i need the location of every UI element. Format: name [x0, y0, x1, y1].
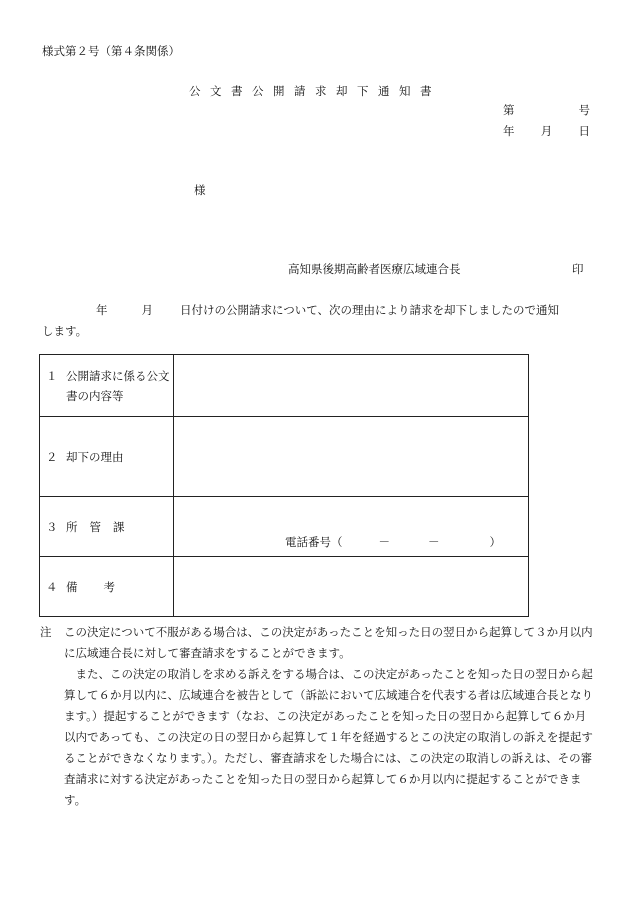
phone-line [285, 534, 501, 550]
date-month: 月 [540, 124, 553, 138]
note-mark: 注 [40, 625, 52, 639]
number-prefix: 第 [503, 103, 515, 117]
row-number: ２ [46, 449, 58, 464]
phone-dash-2: － [428, 535, 440, 549]
table-row [40, 417, 529, 497]
row-label: 却下の理由 [66, 449, 124, 464]
table-row [40, 557, 529, 617]
addressee-suffix: 様 [194, 183, 206, 197]
document-date-line [503, 124, 590, 139]
info-table [39, 354, 529, 617]
note-paragraph-1: この決定について不服がある場合は、この決定があったことを知った日の翌日から起算して３か月以内に広域連合長に対して審査請求をすることができます。 [64, 625, 593, 660]
phone-label: 電話番号（ [285, 535, 343, 549]
phone-dash-1: － [378, 535, 390, 549]
row-label: 備考 [66, 579, 141, 594]
table-row [40, 497, 529, 557]
date-day: 日 [578, 124, 590, 138]
number-suffix: 号 [578, 103, 590, 117]
form-number: 様式第２号（第４条関係） [42, 44, 180, 58]
row-label: 公開請求に係る公文書の内容等 [66, 368, 170, 403]
table-label-cell [40, 497, 174, 557]
sender-name: 高知県後期高齢者医療広域連合長 [288, 262, 461, 276]
seal-mark: 印 [572, 262, 584, 276]
intro-year: 年 [96, 303, 108, 317]
document-title: 公文書公開請求却下通知書 [189, 84, 441, 98]
table-label-cell [40, 557, 174, 617]
document-number-line [503, 103, 590, 118]
intro-text-line1: 日付けの公開請求について、次の理由により請求を却下しましたので通知 [180, 303, 560, 317]
intro-month: 月 [141, 303, 153, 317]
table-value-cell [174, 557, 529, 617]
table-value-cell [174, 355, 529, 417]
table-value-cell [174, 497, 529, 557]
row-number: １ [46, 368, 58, 383]
intro-text-line2: します。 [42, 324, 88, 338]
row-number: ４ [46, 579, 58, 594]
notes-section [40, 622, 595, 811]
table-label-cell [40, 355, 174, 417]
phone-close: ） [489, 535, 501, 549]
table-value-cell [174, 417, 529, 497]
row-label: 所管課 [66, 519, 137, 534]
table-row [40, 355, 529, 417]
table-label-cell [40, 417, 174, 497]
row-number: ３ [46, 519, 58, 534]
intro-paragraph [42, 300, 590, 342]
date-year: 年 [503, 124, 515, 138]
note-paragraph-2: また、この決定の取消しを求める訴えをする場合は、この決定があったことを知った日の翌日から起算して６か月以内に、広域連合を被告として（訴訟において広域連合を代表する者は広域連合長となります。）提起することができます（なお、この決定があったことを知った日の翌日から起算して６か月以内であっても、この決定の日の翌日から起算して１年を経過するとこの決定の取消しの訴えを提起することができなくなります。）。ただし、審査請求をした場合には、この決定の取消しの訴えは、その審査請求に対する決定があったことを知った日の翌日から起算して６か月以内に提起することができます。 [64, 667, 593, 807]
